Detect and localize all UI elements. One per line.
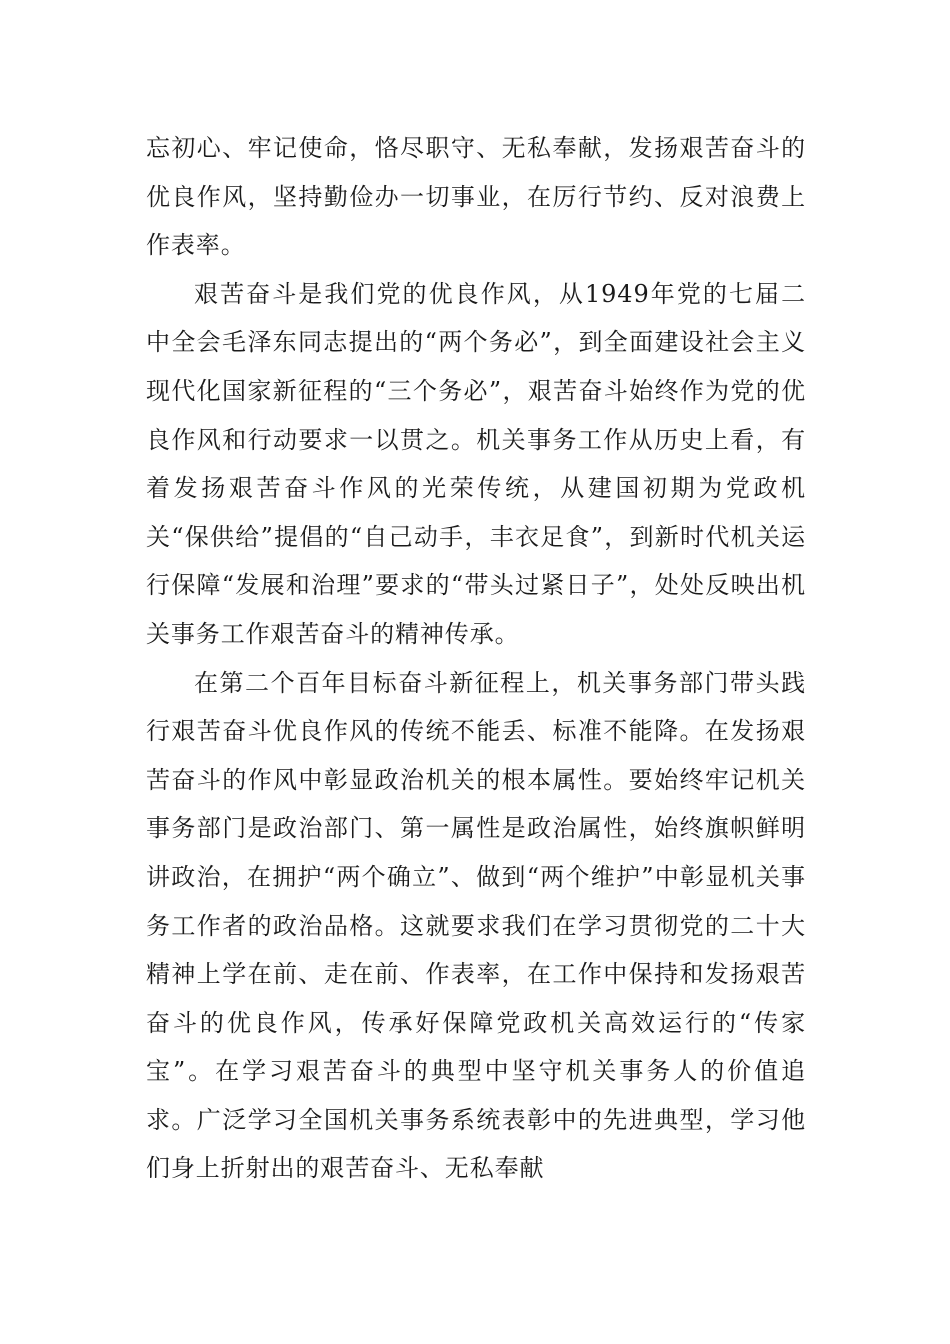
- paragraph-1: 忘初心、牢记使命，恪尽职守、无私奉献，发扬艰苦奋斗的优良作风，坚持勤俭办一切事业，在厉行节约、反对浪费上作表率。: [146, 134, 806, 260]
- document-body: [146, 124, 806, 1193]
- paragraph-3: 在第二个百年目标奋斗新征程上，机关事务部门带头践行艰苦奋斗优良作风的传统不能丢、标准不能降。在发扬艰苦奋斗的作风中彰显政治机关的根本属性。要始终牢记机关事务部门是政治部门、第一属性是政治属性，始终旗帜鲜明讲政治，在拥护“两个确立”、做到“两个维护”中彰显机关事务工作者的政治品格。这就要求我们在学习贯彻党的二十大精神上学在前、走在前、作表率，在工作中保持和发扬艰苦奋斗的优良作风，传承好保障党政机关高效运行的“传家宝”。在学习艰苦奋斗的典型中坚守机关事务人的价值追求。广泛学习全国机关事务系统表彰中的先进典型，学习他们身上折射出的艰苦奋斗、无私奉献: [146, 668, 806, 1183]
- paragraph-2: 艰苦奋斗是我们党的优良作风，从1949年党的七届二中全会毛泽东同志提出的“两个务必”，到全面建设社会主义现代化国家新征程的“三个务必”，艰苦奋斗始终作为党的优良作风和行动要求一以贯之。机关事务工作从历史上看，有着发扬艰苦奋斗作风的光荣传统，从建国初期为党政机关“保供给”提倡的“自己动手，丰衣足食”，到新时代机关运行保障“发展和治理”要求的“带头过紧日子”，处处反映出机关事务工作艰苦奋斗的精神传承。: [146, 279, 806, 648]
